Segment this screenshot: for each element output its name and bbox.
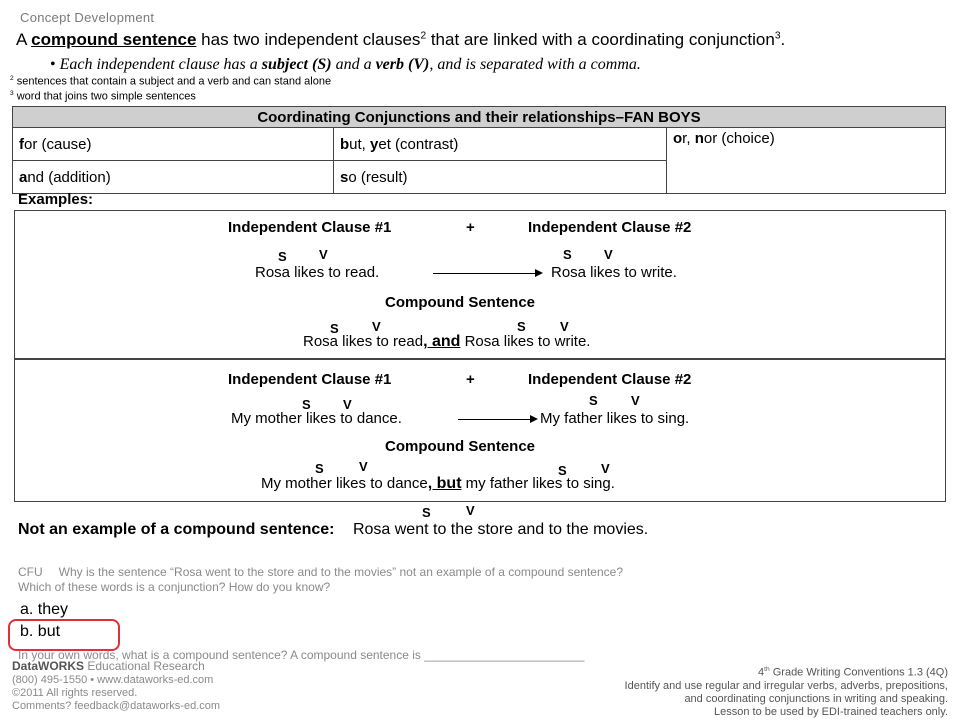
bullet-icon: • [50, 56, 56, 73]
arrow-right-icon [530, 415, 538, 423]
clause2-header: Independent Clause #2 [528, 371, 692, 388]
verb-marker: V [372, 319, 381, 334]
compound-sentence: Rosa likes to read, and Rosa likes to write. [303, 333, 591, 350]
non-example-label: Not an example of a compound sentence: [18, 521, 335, 538]
clause1-header: Independent Clause #1 [228, 371, 392, 388]
clause1-header: Independent Clause #1 [228, 219, 392, 236]
cfu-block [18, 565, 623, 595]
own-words-prompt: In your own words, what is a compound sentence? A compound sentence is ________________________ [18, 648, 585, 662]
clause1-sentence: My mother likes to dance. [231, 410, 402, 427]
fanboys-table-title: Coordinating Conjunctions and their relationships–FAN BOYS [13, 107, 946, 128]
subject-marker: S [422, 505, 431, 520]
cfu-question-2: Which of these words is a conjunction? How do you know? [18, 580, 331, 594]
example-box-2 [14, 358, 946, 502]
fanboys-table [12, 106, 946, 194]
verb-marker: V [631, 393, 640, 408]
choice-a[interactable]: a. they [20, 601, 69, 618]
choice-b[interactable]: b. but [20, 623, 61, 640]
verb-marker: V [604, 247, 613, 262]
subject-marker: S [558, 463, 567, 478]
conjunction-but: , but [427, 475, 462, 492]
clause2-header: Independent Clause #2 [528, 219, 692, 236]
arrow-line [458, 419, 530, 420]
subject-marker: S [517, 319, 526, 334]
compound-label: Compound Sentence [385, 294, 536, 311]
footnote-2: $^2$ sentences that contain a subject and a verb and can stand alone [10, 75, 332, 88]
bullet-point: • Each independent clause has a subject (S) and a verb (V), and is separated with a comma. [50, 56, 641, 73]
non-example-sentence: Rosa went to the store and to the movies. [352, 521, 649, 538]
cell-or-nor: or, nor (choice) [667, 128, 946, 194]
non-example [18, 521, 648, 539]
example-box-1 [14, 210, 946, 360]
plus-sign: + [466, 219, 475, 236]
subject-marker: S [589, 393, 598, 408]
arrow-right-icon [535, 269, 543, 277]
cfu-question-1: Why is the sentence “Rosa went to the store and to the movies” not an example of a compound sentence? [58, 565, 623, 579]
verb-marker: V [601, 461, 610, 476]
verb-marker: V [466, 503, 475, 518]
definition-sentence: A compound sentence has two independent clauses$^2$ that are linked with a coordinating conjunction$^3$. [16, 30, 786, 49]
conjunction-and: , and [423, 333, 461, 350]
cell-but-yet: but, yet (contrast) [334, 128, 667, 161]
cell-and: and (addition) [13, 161, 334, 194]
footer-publisher: DataWORKS Educational Research (800) 495-1550 • www.dataworks-ed.com ©2011 All rights reserved. Comments? feedback@dataworks-ed.com [12, 659, 221, 712]
subject-marker: S [563, 247, 572, 262]
subject-marker: S [330, 321, 339, 336]
term-compound-sentence: compound sentence [31, 30, 197, 49]
footer-lesson-info: 4th Grade Writing Conventions 1.3 (4Q) Identify and use regular and irregular verbs, adverbs, prepositions, and coordinating conjunctions in writing and speaking. Lesson to be used by EDI-trained teachers only. [624, 666, 948, 718]
verb-marker: V [343, 397, 352, 412]
subject-marker: S [302, 397, 311, 412]
cell-for: for (cause) [13, 128, 334, 161]
publisher-logo: DataWORKS [12, 659, 85, 673]
clause1-sentence: Rosa likes to read. [255, 264, 380, 281]
verb-marker: V [359, 459, 368, 474]
clause2-sentence: Rosa likes to write. [551, 264, 677, 281]
footnote-3: $^3$ word that joins two simple sentences [10, 90, 196, 103]
compound-label: Compound Sentence [385, 438, 536, 455]
verb-marker: V [319, 247, 328, 262]
examples-label: Examples: [18, 191, 94, 208]
subject-marker: S [278, 249, 287, 264]
clause2-sentence: My father likes to sing. [540, 410, 690, 427]
verb-marker: V [560, 319, 569, 334]
section-label: Concept Development [20, 10, 155, 25]
subject-marker: S [315, 461, 324, 476]
plus-sign: + [466, 371, 475, 388]
arrow-line [433, 273, 535, 274]
compound-sentence: My mother likes to dance, but my father likes to sing. [261, 475, 615, 492]
cell-so: so (result) [334, 161, 667, 194]
cfu-label: CFU [18, 565, 43, 579]
